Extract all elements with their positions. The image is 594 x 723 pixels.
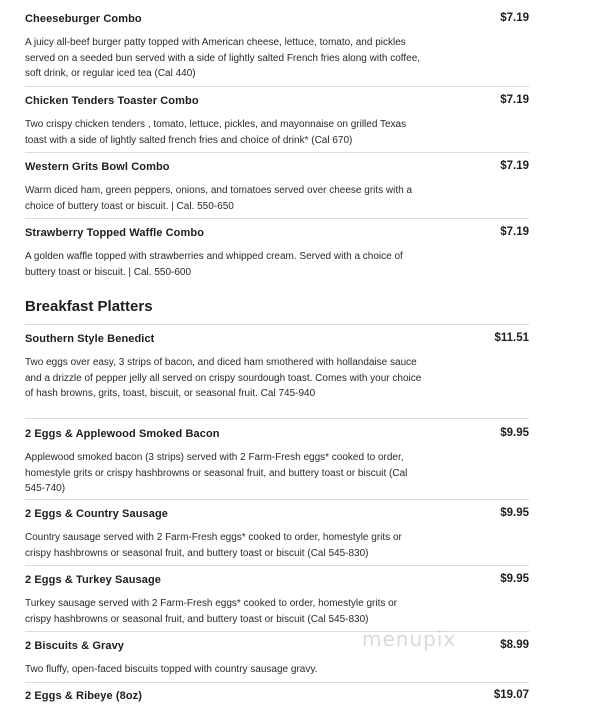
menu-item-2-biscuits-gravy	[25, 640, 529, 678]
item-description: Country sausage served with 2 Farm-Fresh eggs* cooked to order, homestyle grits or crispy hashbrowns or seasonal fruit, and buttery toast or biscuit (Cal 545-830)	[25, 532, 402, 559]
item-name: Cheeseburger Combo	[25, 13, 142, 25]
divider	[25, 682, 529, 683]
divider	[25, 324, 529, 325]
item-name: Western Grits Bowl Combo	[25, 161, 170, 173]
item-price: $9.95	[500, 573, 529, 585]
item-name: 2 Eggs & Applewood Smoked Bacon	[25, 428, 220, 440]
item-price: $9.95	[500, 427, 529, 439]
item-description: Two crispy chicken tenders , tomato, lettuce, pickles, and mayonnaise on grilled Texas toast with a side of lightly salted french fries and choice of drink* (Cal 670)	[25, 119, 407, 146]
item-price: $9.95	[500, 507, 529, 519]
section-title-breakfast-platters: Breakfast Platters	[25, 298, 153, 315]
item-description: Warm diced ham, green peppers, onions, and tomatoes served over cheese grits with a choice of buttery toast or biscuit. | Cal. 550-650	[25, 185, 413, 212]
item-price: $7.19	[500, 94, 529, 106]
item-description: Two eggs over easy, 3 strips of bacon, and diced ham smothered with hollandaise sauce and a drizzle of pepper jelly all served on crispy sourdough toast. Comes with your choice of hash browns, grits, toast, biscuit, or seasonal fruit. Cal 745-940	[25, 357, 422, 399]
item-description: A golden waffle topped with strawberries and whipped cream. Served with a choice of buttery toast or biscuit. | Cal. 550-600	[25, 251, 403, 278]
item-price: $8.99	[500, 639, 529, 651]
menu-item-2-eggs-country-sausage	[25, 508, 529, 561]
item-name: 2 Eggs & Turkey Sausage	[25, 574, 161, 586]
item-price: $11.51	[494, 332, 529, 344]
menu-item-chicken-tenders-toaster-combo	[25, 95, 529, 148]
item-description: Applewood smoked bacon (3 strips) served with 2 Farm-Fresh eggs* cooked to order, homestyle grits or crispy hashbrowns or seasonal fruit, and buttery toast or biscuit (Cal 545-740)	[25, 452, 408, 494]
menu-item-2-eggs-turkey-sausage	[25, 574, 529, 627]
menu-item-cheeseburger-combo	[25, 13, 529, 82]
item-price: $7.19	[500, 160, 529, 172]
divider	[25, 86, 529, 87]
item-description: A juicy all-beef burger patty topped with American cheese, lettuce, tomato, and pickles served on a seeded bun served with a side of lightly salted French fries along with coffee, soft drink, or regular iced tea (Cal 440)	[25, 37, 421, 79]
item-name: Strawberry Topped Waffle Combo	[25, 227, 205, 239]
divider	[25, 565, 529, 566]
item-price: $7.19	[500, 12, 529, 24]
item-description: Two fluffy, open-faced biscuits topped with country sausage gravy.	[25, 664, 318, 675]
item-description: Turkey sausage served with 2 Farm-Fresh eggs* cooked to order, homestyle grits or crispy hashbrowns or seasonal fruit, and buttery toast or biscuit (Cal 545-830)	[25, 598, 398, 625]
menupix-watermark: menupix	[362, 627, 457, 651]
menu-item-2-eggs-ribeye	[25, 690, 529, 708]
divider	[25, 499, 529, 500]
item-name: 2 Eggs & Ribeye (8oz)	[25, 690, 143, 702]
divider	[25, 152, 529, 153]
menu-item-strawberry-topped-waffle-combo	[25, 227, 529, 280]
divider	[25, 631, 529, 632]
item-name: Chicken Tenders Toaster Combo	[25, 95, 199, 107]
item-price: $7.19	[500, 226, 529, 238]
menu-item-southern-style-benedict	[25, 333, 529, 402]
item-name: 2 Biscuits & Gravy	[25, 640, 125, 652]
menu-item-western-grits-bowl-combo	[25, 161, 529, 214]
item-name: 2 Eggs & Country Sausage	[25, 508, 168, 520]
item-price: $19.07	[493, 689, 529, 701]
item-name: Southern Style Benedict	[25, 333, 155, 345]
divider	[25, 218, 529, 219]
divider	[25, 418, 529, 419]
menu-item-2-eggs-applewood-smoked-bacon	[25, 428, 529, 497]
